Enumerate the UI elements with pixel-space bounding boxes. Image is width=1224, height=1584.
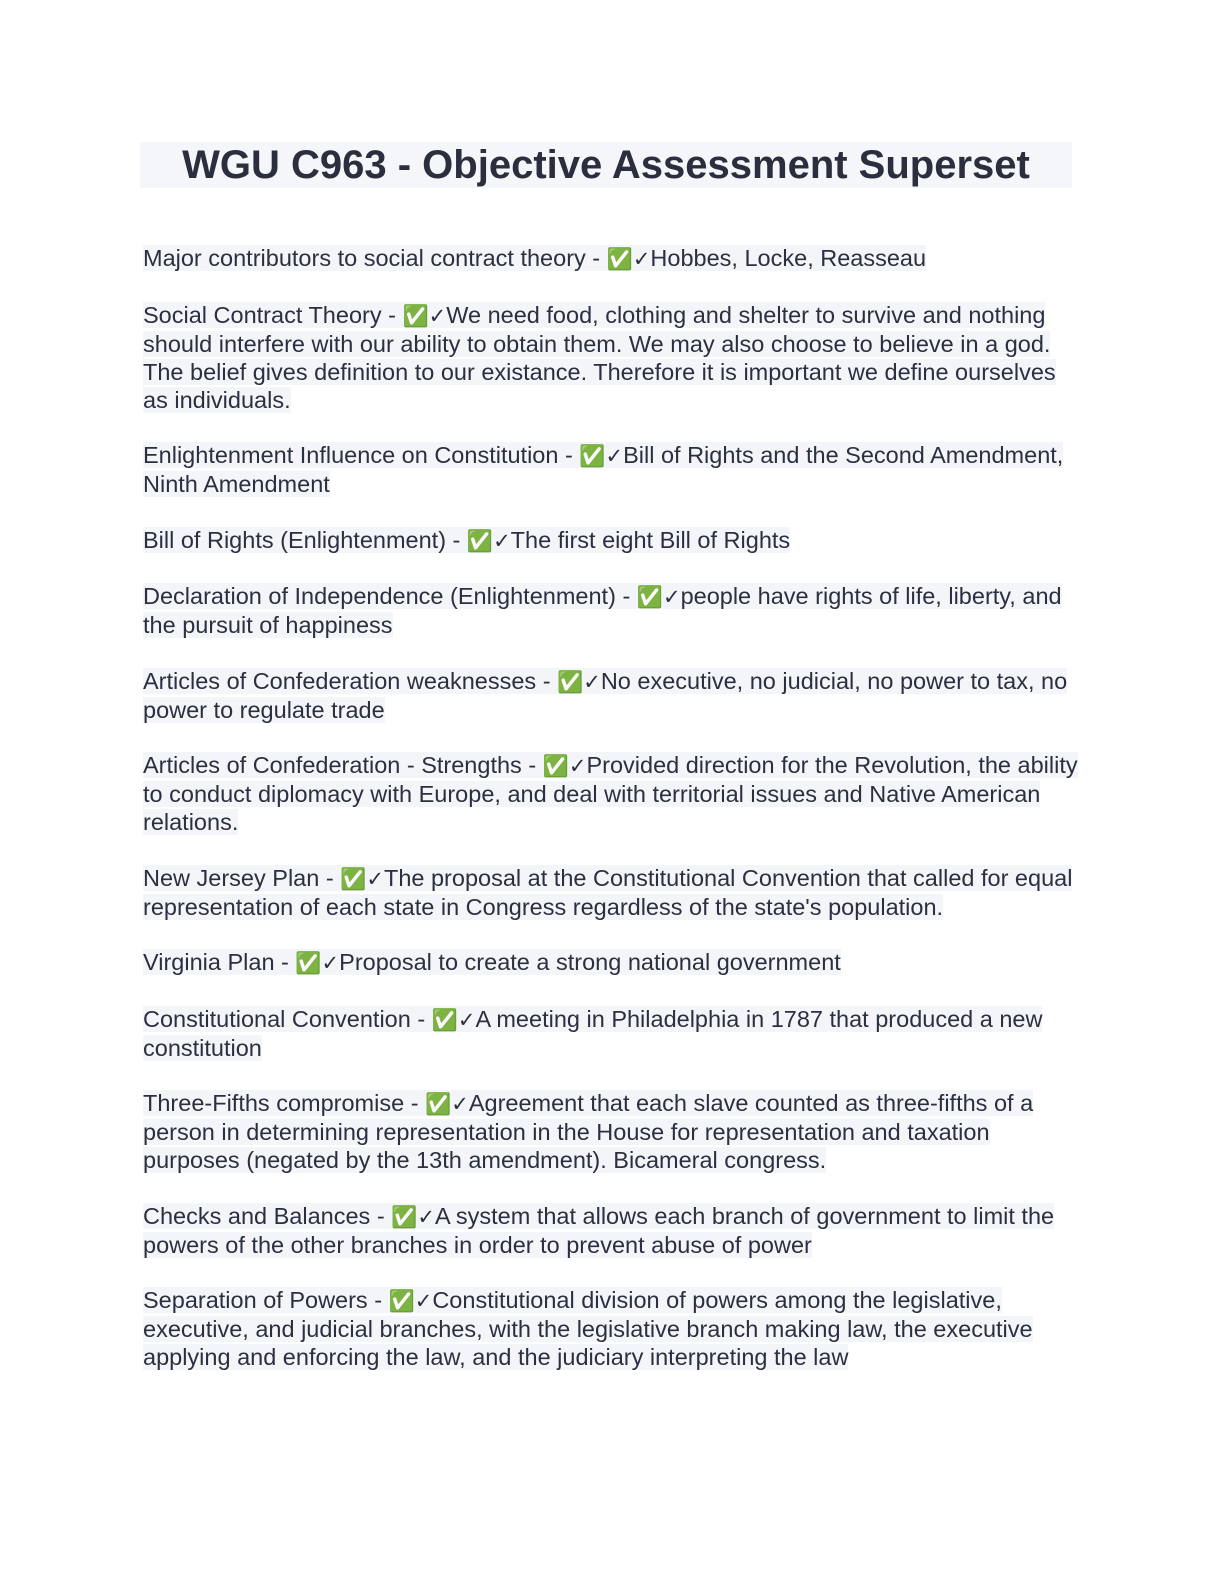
entry-term: Declaration of Independence (Enlightenment) — [143, 583, 616, 609]
check-icon: ✅✓ — [425, 1092, 469, 1116]
entry-definition: The proposal at the Constitutional Convention that called for equal representation of each state in Congress regardless of the state's population. — [143, 864, 1073, 920]
check-icon: ✅✓ — [402, 303, 447, 328]
entry-definition: No executive, no judicial, no power to tax, no power to regulate trade — [143, 667, 1068, 723]
entry — [143, 301, 1078, 414]
entry — [143, 1286, 1078, 1371]
entry-definition: A system that allows each branch of government to limit the powers of the other branches in order to prevent abuse of power — [143, 1202, 1055, 1258]
check-icon: ✅✓ — [466, 528, 511, 553]
entry-separator: - — [521, 752, 543, 778]
entry — [143, 864, 1078, 921]
entry-separator: - — [585, 245, 607, 271]
entry — [143, 1089, 1078, 1174]
entry-term: Three-Fifths compromise — [143, 1090, 405, 1116]
check-icon: ✅✓ — [340, 866, 384, 891]
entry-term: Social Contract Theory — [143, 301, 382, 328]
entry-term: Bill of Rights (Enlightenment) — [143, 526, 447, 553]
check-icon: ✅✓ — [542, 754, 587, 778]
entry-list — [143, 244, 1078, 1399]
entry-separator: - — [319, 864, 341, 891]
entry-definition: Constitutional division of powers among the legislative, executive, and judicial branches, with the legislative branch making law, the executive applying and enforcing the law, and the judiciary interpreting the law — [143, 1287, 1033, 1370]
check-icon: ✅✓ — [636, 585, 681, 609]
entry-separator: - — [410, 1005, 432, 1032]
check-icon: ✅✓ — [391, 1204, 435, 1229]
entry-definition: Hobbes, Locke, Reasseau — [650, 245, 927, 271]
entry-term: Virginia Plan — [143, 949, 275, 975]
check-icon: ✅✓ — [579, 444, 624, 468]
entry-separator: - — [381, 301, 403, 328]
entry-definition: Bill of Rights and the Second Amendment, Ninth Amendment — [143, 442, 1064, 497]
entry-term: Articles of Confederation - Strengths — [143, 752, 522, 778]
entry-term: Enlightenment Influence on Constitution — [143, 442, 559, 468]
entry-separator: - — [367, 1287, 389, 1313]
entry — [143, 582, 1078, 639]
entry-definition: We need food, clothing and shelter to survive and nothing should interfere with our ability to obtain them. We may also choose to believe in a god. The belief gives definition to our existance. Therefore it is important we define ourselves as individuals. — [143, 301, 1056, 413]
entry — [143, 1202, 1078, 1259]
title-band — [140, 142, 1072, 188]
entry-separator: - — [615, 583, 637, 609]
entry-term: Major contributors to social contract theory — [143, 245, 586, 271]
entry — [143, 526, 1078, 555]
entry-separator: - — [536, 667, 558, 694]
entry — [143, 948, 1078, 977]
entry — [143, 244, 1078, 273]
entry-separator: - — [404, 1090, 426, 1116]
check-icon: ✅✓ — [606, 247, 651, 271]
entry-definition: The first eight Bill of Rights — [510, 526, 791, 553]
entry-separator: - — [558, 442, 580, 468]
entry-separator: - — [446, 526, 467, 553]
check-icon: ✅✓ — [431, 1007, 476, 1032]
check-icon: ✅✓ — [295, 951, 340, 975]
document-title: WGU C963 - Objective Assessment Superset — [182, 143, 1030, 187]
entry-term: Separation of Powers — [143, 1287, 368, 1313]
entry-definition: Proposal to create a strong national government — [339, 949, 841, 975]
entry-separator: - — [370, 1202, 392, 1229]
entry-term: Constitutional Convention — [143, 1005, 411, 1032]
entry-definition: Provided direction for the Revolution, the ability to conduct diplomacy with Europe, and deal with territorial issues and Native American relations. — [143, 752, 1078, 835]
check-icon: ✅✓ — [388, 1289, 433, 1313]
entry-term: Articles of Confederation weaknesses — [143, 667, 537, 694]
entry — [143, 667, 1078, 724]
check-icon: ✅✓ — [557, 669, 601, 694]
entry-term: New Jersey Plan — [143, 864, 320, 891]
entry — [143, 751, 1078, 836]
entry — [143, 441, 1078, 498]
entry-definition: people have rights of life, liberty, and the pursuit of happiness — [143, 583, 1062, 638]
entry-definition: A meeting in Philadelphia in 1787 that produced a new constitution — [143, 1005, 1043, 1061]
entry-separator: - — [274, 949, 296, 975]
entry-definition: Agreement that each slave counted as three-fifths of a person in determining representation in the House for representation and taxation purposes (negated by the 13th amendment). Bicameral congress. — [143, 1090, 1034, 1173]
entry-term: Checks and Balances — [143, 1202, 371, 1229]
entry — [143, 1005, 1078, 1062]
